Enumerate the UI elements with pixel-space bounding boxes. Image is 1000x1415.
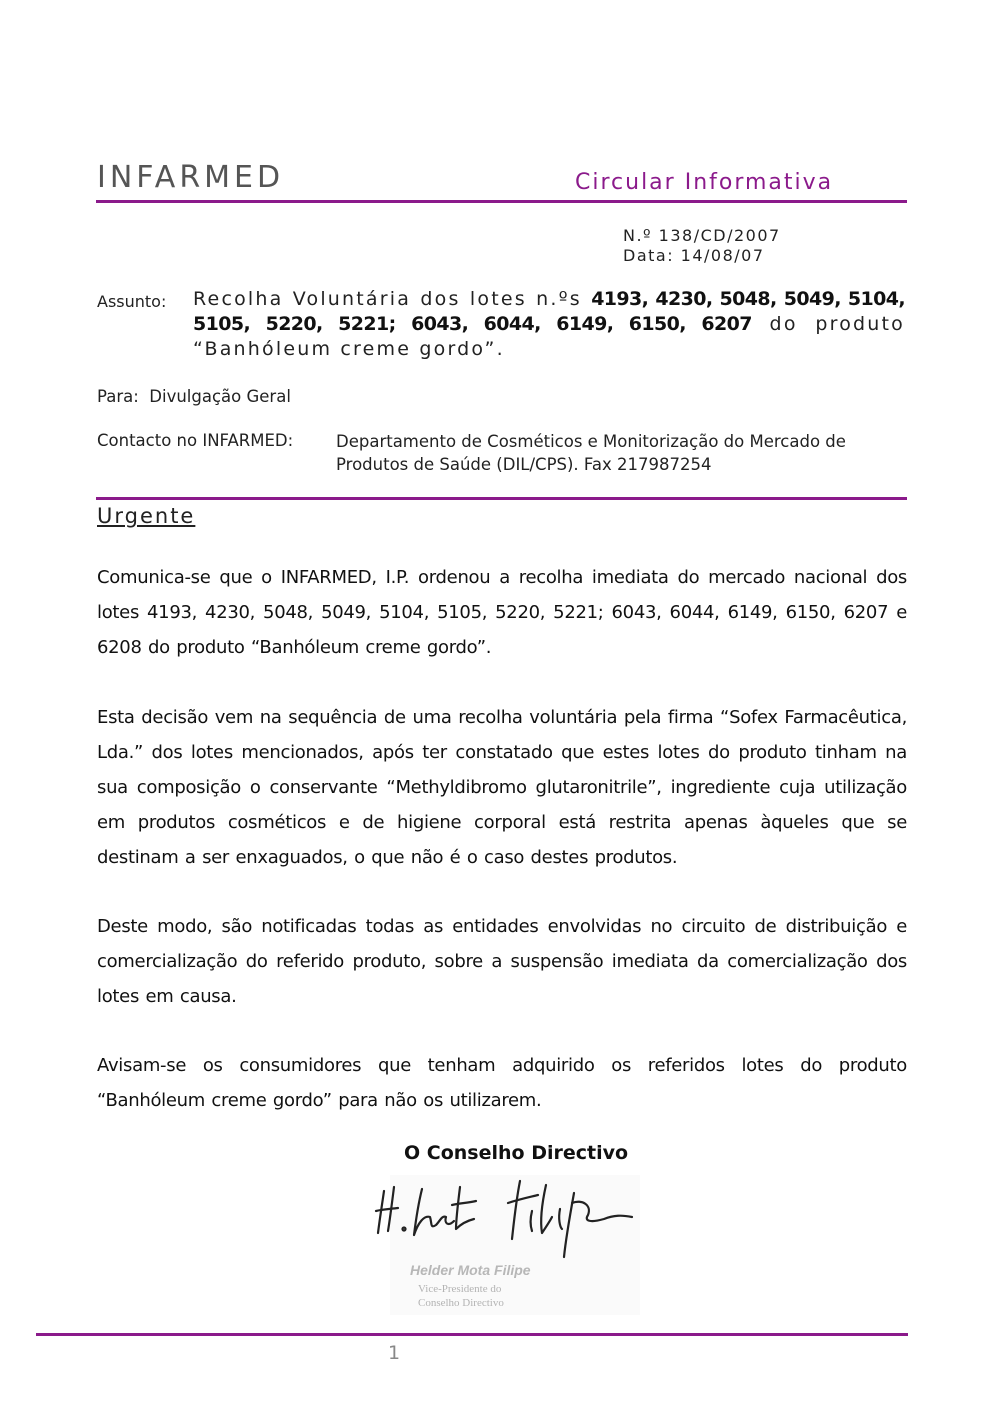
subject-label: Assunto: xyxy=(97,292,167,311)
recipient-value: Divulgação Geral xyxy=(149,387,291,406)
page-number: 1 xyxy=(388,1342,401,1364)
body-paragraph-4: Avisam-se os consumidores que tenham adquirido os referidos lotes do produto “Banhóleum creme gordo” para não os utilizarem. xyxy=(97,1055,907,1111)
closing-signoff: O Conselho Directivo xyxy=(404,1142,629,1164)
recipient-line xyxy=(97,387,291,406)
circular-number: N.º 138/CD/2007 xyxy=(623,226,781,245)
signatory-role-line-2: Conselho Directivo xyxy=(418,1297,504,1309)
contact-label: Contacto no INFARMED: xyxy=(97,431,294,450)
signatory-role xyxy=(418,1282,504,1310)
body-paragraph-2: Esta decisão vem na sequência de uma recolha voluntária pela firma “Sofex Farmacêutica, Lda.” dos lotes mencionados, após ter constatado que estes lotes do produto tinham na sua composição o conservante “Methyldibromo glutaronitrile”, ingrediente cuja utilização em produtos cosméticos e de higiene corporal está restrita apenas àqueles que se destinam a ser enxaguados, o que não é o caso destes produtos. xyxy=(97,707,907,868)
signatory-role-line-1: Vice-Presidente do xyxy=(418,1283,502,1295)
signatory-name: Helder Mota Filipe xyxy=(410,1262,531,1278)
contact-value: Departamento de Cosméticos e Monitorização do Mercado de Produtos de Saúde (DIL/CPS). Fax 217987254 xyxy=(336,432,846,474)
urgency-heading: Urgente xyxy=(97,504,196,528)
subject-lots: 4193, 4230, 5048, 5049, 5104, 5105, 5220, 5221; 6043, 6044, 6149, 6150, 6207 xyxy=(193,288,905,335)
subject-suffix: do produto “Banhóleum creme gordo”. xyxy=(193,313,905,360)
circular-date: Data: 14/08/07 xyxy=(623,246,765,265)
footer-divider xyxy=(36,1333,908,1336)
handwritten-signature xyxy=(370,1175,640,1315)
subject-prefix: Recolha Voluntária dos lotes n.ºs xyxy=(193,288,592,310)
section-divider xyxy=(96,497,907,500)
recipient-label: Para: xyxy=(97,387,139,406)
body-paragraph-3: Deste modo, são notificadas todas as entidades envolvidas no circuito de distribuição e comercialização do referido produto, sobre a suspensão imediata da comercialização dos lotes em causa. xyxy=(97,916,907,1007)
brand-name: INFARMED xyxy=(97,160,285,195)
header-divider xyxy=(96,200,907,203)
subject-text xyxy=(193,287,905,362)
document-type: Circular Informativa xyxy=(575,170,834,195)
body-paragraph-1: Comunica-se que o INFARMED, I.P. ordenou a recolha imediata do mercado nacional dos lotes 4193, 4230, 5048, 5049, 5104, 5105, 5220, 5221; 6043, 6044, 6149, 6150, 6207 e 6208 do produto “Banhóleum creme gordo”. xyxy=(97,567,907,658)
